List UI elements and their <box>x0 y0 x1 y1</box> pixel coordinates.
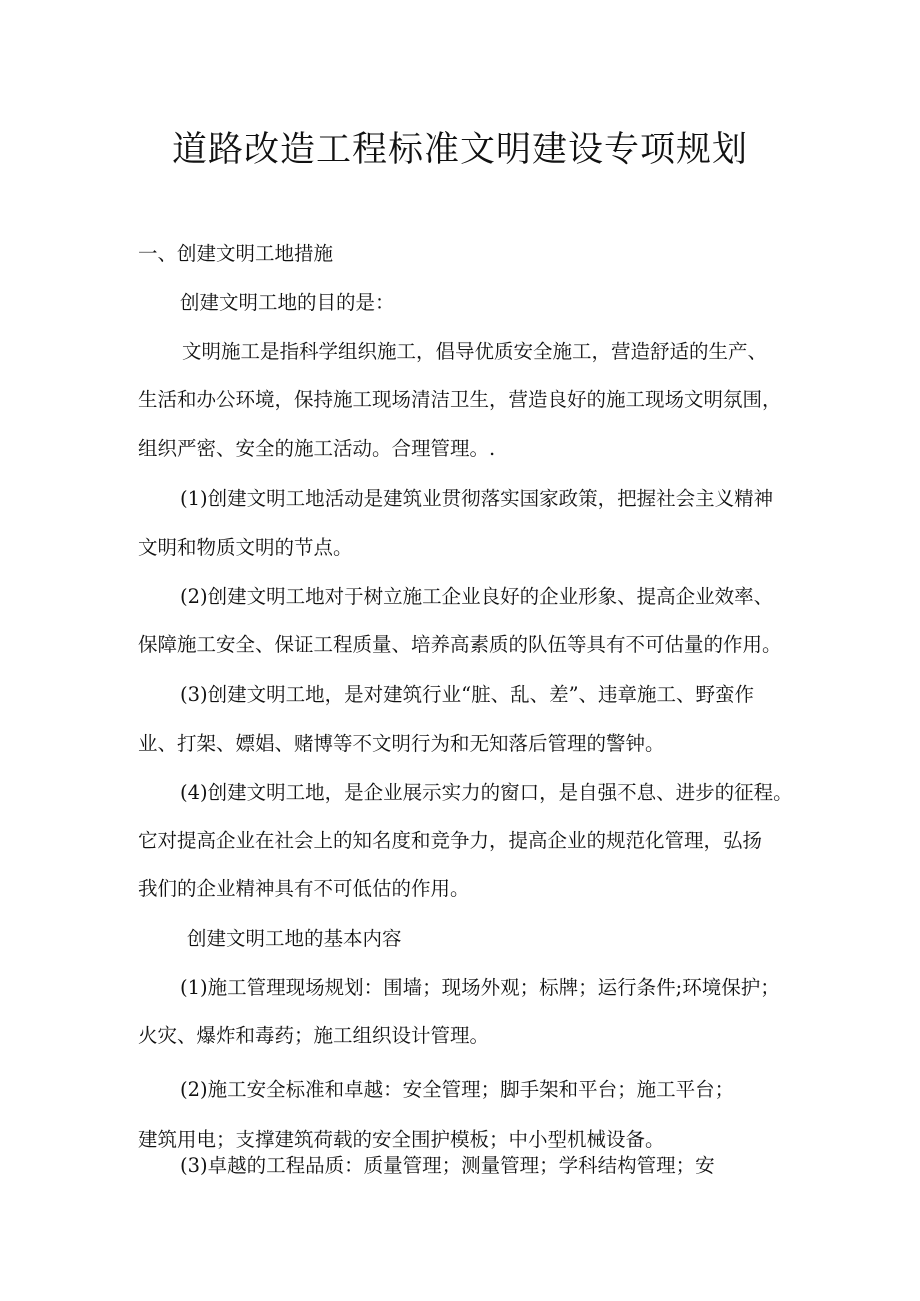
paragraph-line: 文明施工是指科学组织施工，倡导优质安全施工，营造舒适的生产、 <box>182 340 768 363</box>
paragraph-line: (1)施工管理现场规划：围墙；现场外观；标牌；运行条件;环境保护； <box>180 976 780 999</box>
paragraph-line: (4)创建文明工地，是企业展示实力的窗口，是自强不息、进步的征程。 <box>180 781 793 804</box>
paragraph-line: 组织严密、安全的施工活动。合理管理。. <box>138 437 496 460</box>
paragraph-line: 火灾、爆炸和毒药；施工组织设计管理。 <box>138 1024 490 1047</box>
paragraph-line: 业、打架、嫖娼、赌博等不文明行为和无知落后管理的警钟。 <box>138 732 665 755</box>
paragraph-line: 它对提高企业在社会上的知名度和竞争力，提高企业的规范化管理，弘扬 <box>138 829 763 852</box>
paragraph-line: (3)卓越的工程品质：质量管理；测量管理；学科结构管理；安 <box>180 1154 715 1177</box>
subsection-heading: 创建文明工地的基本内容 <box>187 927 402 950</box>
document-title: 道路改造工程标准文明建设专项规划 <box>171 130 748 170</box>
paragraph-line: 保障施工安全、保证工程质量、培养高素质的队伍等具有不可估量的作用。 <box>138 633 782 656</box>
paragraph-line: 生活和办公环境，保持施工现场清洁卫生，营造良好的施工现场文明氛围， <box>138 388 782 411</box>
paragraph-line: 文明和物质文明的节点。 <box>138 536 353 559</box>
paragraph-line: (1)创建文明工地活动是建筑业贯彻落实国家政策，把握社会主义精神 <box>180 487 774 510</box>
paragraph-line: (2)施工安全标准和卓越：安全管理；脚手架和平台；施工平台； <box>180 1078 735 1101</box>
paragraph-line: 创建文明工地的目的是： <box>180 291 395 314</box>
paragraph-line: (2)创建文明工地对于树立施工企业良好的企业形象、提高企业效率、 <box>180 585 774 608</box>
paragraph-line: 建筑用电；支撑建筑荷载的安全围护模板；中小型机械设备。 <box>138 1128 665 1151</box>
section-heading: 一、创建文明工地措施 <box>138 242 334 265</box>
paragraph-line: (3)创建文明工地，是对建筑行业“脏、乱、差”、违章施工、野蛮作 <box>180 683 755 706</box>
paragraph-line: 我们的企业精神具有不可低估的作用。 <box>138 877 470 900</box>
